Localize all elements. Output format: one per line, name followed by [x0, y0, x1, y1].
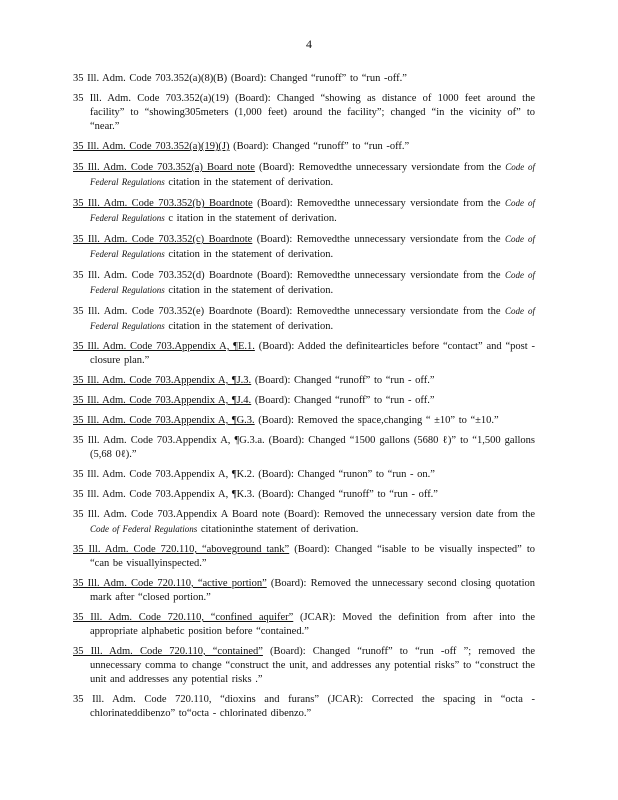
amendment-text: (Board): Removed the unnecessary version date from the — [279, 509, 535, 520]
amendment-text: (Board): Removedthe unnecessary versiondate from the — [252, 270, 505, 281]
amendment-entry — [73, 645, 535, 687]
amendment-entry — [73, 304, 535, 334]
amendment-text: (Board): Removedthe unnecessary versiondate from the — [252, 234, 505, 245]
amendment-entry — [73, 577, 535, 605]
amendment-entry — [73, 268, 535, 298]
amendment-text: (Board): Changed “runon” to “run - on.” — [254, 469, 435, 480]
citation: 35 Ill. Adm. Code 703.Appendix A, ¶K.3. — [73, 489, 255, 500]
amendment-text: (Board): Added the definitearticles before “contact” and “post -closure plan.” — [90, 341, 535, 366]
amendment-text: (Board): Changed “runoff” to “run -off.” — [227, 73, 407, 84]
amendment-text: (Board): Changed “runoff” to “run - off.” — [251, 395, 435, 406]
amendment-text: citation in the statement of derivation. — [164, 249, 334, 260]
amendment-entry — [73, 92, 535, 134]
citation: 35 Ill. Adm. Code 703.Appendix A, ¶E.1. — [73, 341, 255, 352]
cfr-title-italic: Code of Federal Regulations — [90, 524, 198, 534]
amendment-entry — [73, 488, 535, 502]
citation: 35 Ill. Adm. Code 703.352(c) Boardnote — [73, 234, 253, 245]
amendment-entry — [73, 611, 535, 639]
citation: 35 Ill. Adm. Code 703.352(a) Board note — [73, 162, 255, 173]
amendment-entry — [73, 140, 535, 154]
cfr-title-italic: Code of Federal Regulations — [90, 198, 535, 223]
amendment-text: (Board): Removedthe unnecessary versiondate from the — [254, 162, 506, 173]
citation: 35 Ill. Adm. Code 703.352(a)(8)(B) — [73, 73, 228, 84]
amendment-entry — [73, 414, 535, 428]
citation: 35 Ill. Adm. Code 703.Appendix A, ¶J.3. — [73, 375, 252, 386]
amendment-text: (Board): Removedthe unnecessary versiondate from the — [252, 198, 505, 209]
amendment-text: (Board): Changed “isable to be visually inspected” to “can be visuallyinspected.” — [90, 544, 535, 569]
amendment-text: citation in the statement of derivation. — [164, 285, 334, 296]
amendment-text: (Board): Changed “runoff” to “run -off.” — [229, 141, 410, 152]
cfr-title-italic: Code of Federal Regulations — [90, 234, 536, 259]
amendment-text: (Board): Changed “1500 gallons (5680 ℓ)” to “1,500 gallons (5,68 0ℓ).” — [90, 435, 535, 460]
amendment-entry — [73, 394, 535, 408]
amendment-entry — [73, 232, 535, 262]
citation: 35 Ill. Adm. Code 720.110, “dioxins and furans” — [73, 694, 319, 705]
citation: 35 Ill. Adm. Code 703.352(a)(19) — [73, 93, 229, 104]
citation: 35 Ill. Adm. Code 720.110, “aboveground tank” — [73, 544, 290, 555]
cfr-title-italic: Code of Federal Regulations — [90, 306, 536, 331]
amendment-text: (Board): Removed the space,changing “ ±10” to “±10.” — [254, 415, 499, 426]
amendment-text: c itation in the statement of derivation. — [164, 213, 337, 224]
amendment-entry — [73, 468, 535, 482]
amendment-text: citationinthe statement of derivation. — [197, 524, 359, 535]
citation: 35 Ill. Adm. Code 703.352(e) Boardnote — [73, 306, 253, 317]
amendment-list — [73, 72, 535, 727]
citation: 35 Ill. Adm. Code 703.Appendix A, ¶K.2. — [73, 469, 255, 480]
citation: 35 Ill. Adm. Code 720.110, “contained” — [73, 646, 263, 657]
amendment-entry — [73, 508, 535, 537]
amendment-text: (Board): Removedthe unnecessary versiondate from the — [252, 306, 505, 317]
amendment-entry — [73, 374, 535, 388]
amendment-text: citation in the statement of derivation. — [164, 177, 334, 188]
cfr-title-italic: Code of Federal Regulations — [90, 270, 535, 295]
citation: 35 Ill. Adm. Code 703.Appendix A, ¶G.3.a. — [73, 435, 265, 446]
amendment-text: citation in the statement of derivation. — [164, 321, 334, 332]
amendment-entry — [73, 434, 535, 462]
amendment-text: (Board): Changed “runoff” to “run - off.” — [251, 375, 435, 386]
citation: 35 Ill. Adm. Code 703.352(d) Boardnote — [73, 270, 253, 281]
citation: 35 Ill. Adm. Code 703.Appendix A, ¶G.3. — [73, 415, 255, 426]
citation: 35 Ill. Adm. Code 703.Appendix A, ¶J.4. — [73, 395, 252, 406]
amendment-text: (Board): Removed the unnecessary second closing quotation mark after “closed portion.” — [90, 578, 535, 603]
amendment-entry — [73, 693, 535, 721]
cfr-title-italic: Code of Federal Regulations — [90, 162, 536, 187]
amendment-text: (JCAR): Moved the definition from after into the appropriate alphabetic position before “contained.” — [90, 612, 535, 637]
amendment-text: (Board): Changed “runoff” to “run -off ”; removed the unnecessary comma to change “construct the unit, and addresses any potential risks” to “construct the unit and addresses any potential risks .” — [90, 646, 536, 685]
amendment-entry — [73, 543, 535, 571]
citation: 35 Ill. Adm. Code 703.352(b) Boardnote — [73, 198, 253, 209]
citation: 35 Ill. Adm. Code 720.110, “confined aquifer” — [73, 612, 294, 623]
amendment-entry — [73, 340, 535, 368]
citation: 35 Ill. Adm. Code 703.352(a)(19)(J) — [73, 141, 230, 152]
citation: 35 Ill. Adm. Code 720.110, “active portion” — [73, 578, 267, 589]
amendment-entry — [73, 160, 535, 190]
amendment-entry — [73, 196, 535, 226]
amendment-text: (Board): Changed “runoff” to “run - off.” — [254, 489, 438, 500]
amendment-entry — [73, 72, 535, 86]
page-number: 4 — [306, 37, 312, 51]
citation: 35 Ill. Adm. Code 703.Appendix A Board note — [73, 509, 280, 520]
amendment-text: (JCAR): Corrected the spacing in “octa - chlorinateddibenzo” to“octa - chlorinated dibenzo.” — [90, 694, 535, 719]
amendment-text: (Board): Changed “showing as distance of 1000 feet around the facility” to “showing305meters (1,000 feet) around the facility”; changed “in the vicinity of” to “near.” — [90, 93, 536, 132]
